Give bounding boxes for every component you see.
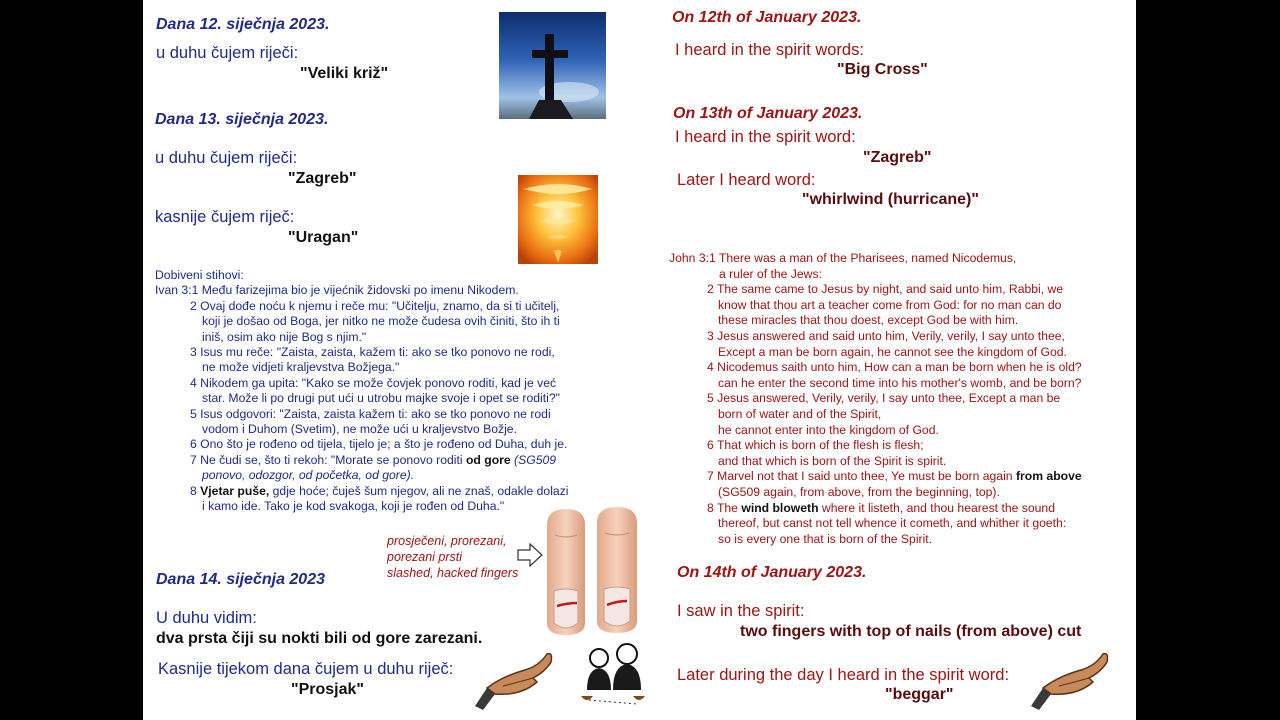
- verse-en: a ruler of the Jews:: [719, 266, 822, 281]
- word-en-13: "Zagreb": [863, 149, 932, 166]
- intro-en-13: I heard in the spirit word:: [675, 128, 856, 146]
- word-en-12: "Big Cross": [837, 61, 928, 78]
- verse-hr: ne može vidjeti kraljevstva Božjega.": [202, 360, 400, 375]
- caption-line: porezani prsti: [387, 550, 463, 564]
- date-hr-12: Dana 12. siječnja 2023.: [156, 16, 330, 33]
- verse-en: 6 That which is born of the flesh is flesh;: [707, 438, 924, 453]
- verse-en: [669, 501, 1082, 517]
- later-en-13: Later I heard word:: [677, 171, 816, 189]
- verse-hr: star. Može li po drugi put ući u utrobu majke svoje i opet se roditi?": [202, 391, 560, 406]
- later-hr-13: kasnije čujem riječ:: [155, 208, 295, 226]
- caption-line: slashed, hacked fingers: [387, 566, 519, 580]
- verse-hr: [155, 484, 569, 499]
- verse-hr: iniš, osim ako nije Bog s njim.": [202, 329, 367, 344]
- begging-hand-image: [473, 648, 555, 710]
- fingers-image: [541, 505, 645, 637]
- word2-hr-13: "Uragan": [288, 229, 359, 246]
- verses-hr: [155, 268, 569, 515]
- date-en-14: On 14th of January 2023.: [677, 564, 867, 581]
- verse-hr: 3 Isus mu reče: "Zaista, zaista, kažem ti: ako se tko ponovo ne rodi,: [190, 345, 555, 360]
- verse-en: so is every one that is born of the Spirit.: [718, 531, 933, 546]
- verse-en: 5 Jesus answered, Verily, verily, I say unto thee, Except a man be: [707, 391, 1061, 406]
- verse-en-text: 8 The: [707, 500, 742, 515]
- word-en-14: "beggar": [885, 686, 954, 703]
- verse-en: he cannot enter into the kingdom of God.: [718, 422, 939, 437]
- arrow-right-icon: [517, 543, 543, 572]
- whirlwind-image: [518, 175, 598, 264]
- caption-line: prosječeni, prorezani,: [387, 534, 507, 548]
- desc-en-14: two fingers with top of nails (from above) cut: [740, 623, 1082, 640]
- date-en-12: On 12th of January 2023.: [672, 9, 862, 26]
- verse-en: 2 The same came to Jesus by night, and said unto him, Rabbi, we: [707, 282, 1064, 297]
- word2-en-13: "whirlwind (hurricane)": [802, 191, 979, 208]
- verse-en: (SG509 again, from above, from the beginning, top).: [718, 484, 1000, 499]
- cross-image: [499, 12, 606, 119]
- later-en-14: Later during the day I heard in the spirit word:: [677, 666, 1010, 684]
- verse-en: thereof, but canst not tell whence it cometh, and whither it goeth:: [718, 516, 1067, 531]
- verse-hr: 2 Ovaj dođe noću k njemu i reče mu: "Učitelju, znamo, da si ti učitelj,: [190, 298, 560, 313]
- verse-hr: [155, 453, 569, 468]
- word-hr-13: "Zagreb": [288, 170, 357, 187]
- beggars-image: [579, 640, 647, 708]
- verse-hr-text: 7 Ne čudi se, što ti rekoh: "Morate se ponovo roditi: [190, 452, 466, 467]
- fingers-caption: [387, 533, 518, 581]
- verse-hr: 6 Ono što je rođeno od tijela, tijelo je; a što je rođeno od Duha, duh je.: [190, 437, 568, 452]
- verse-hr-bold: od gore: [465, 452, 511, 467]
- verse-en: [669, 469, 1082, 485]
- intro-hr-14: U duhu vidim:: [156, 609, 257, 627]
- verse-hr: koji je došao od Boga, jer nitko ne može čudesa ovih činiti, što ih ti: [202, 314, 560, 329]
- date-en-13: On 13th of January 2023.: [673, 105, 863, 122]
- verses-en: [669, 251, 1082, 547]
- verse-en: 3 Jesus answered and said unto him, Verily, verily, I say unto thee,: [707, 328, 1065, 343]
- later-hr-14: Kasnije tijekom dana čujem u duhu riječ:: [158, 660, 454, 678]
- page: [143, 0, 1136, 720]
- verse-hr-text: 8: [190, 483, 201, 498]
- desc-hr-14: dva prsta čiji su nokti bili od gore zarezani.: [156, 630, 483, 647]
- verse-en-bold: from above: [1015, 469, 1082, 484]
- verse-en: John 3:1 There was a man of the Pharisees, named Nicodemus,: [669, 251, 1017, 265]
- verse-hr: ponovo, odozgor, od početka, od gore).: [202, 468, 415, 483]
- verses-hr-heading: Dobiveni stihovi:: [155, 268, 244, 282]
- begging-hand-image: [1029, 648, 1111, 710]
- verse-en: 4 Nicodemus saith unto him, How can a man be born when he is old?: [707, 360, 1082, 375]
- verse-en: can he enter the second time into his mother's womb, and be born?: [718, 375, 1082, 390]
- intro-en-12: I heard in the spirit words:: [675, 41, 864, 59]
- verse-en-text: where it listeth, and thou hearest the sound: [818, 500, 1055, 515]
- verse-en: know that thou art a teacher come from God: for no man can do: [718, 297, 1062, 312]
- verse-hr-bold: Vjetar puše,: [200, 483, 270, 498]
- word-hr-12: "Veliki križ": [300, 65, 389, 82]
- intro-hr-12: u duhu čujem riječi:: [156, 44, 299, 62]
- verse-en: born of water and of the Spirit,: [718, 406, 882, 421]
- word-hr-14: "Prosjak": [291, 681, 364, 698]
- intro-en-14: I saw in the spirit:: [677, 602, 805, 620]
- date-hr-14: Dana 14. siječnja 2023: [156, 571, 325, 588]
- verse-hr: 4 Nikodem ga upita: "Kako se može čovjek ponovo roditi, kad je već: [190, 375, 557, 390]
- intro-hr-13: u duhu čujem riječi:: [155, 149, 298, 167]
- verse-en: Except a man be born again, he cannot see the kingdom of God.: [718, 344, 1067, 359]
- verse-en: these miracles that thou doest, except God be with him.: [718, 313, 1019, 328]
- verse-hr-italic: (SG509: [510, 452, 557, 467]
- verse-hr-text: gdje hoće; čuješ šum njegov, ali ne znaš, odakle dolazi: [269, 483, 569, 498]
- date-hr-13: Dana 13. siječnja 2023.: [155, 111, 329, 128]
- verse-hr: Ivan 3:1 Među farizejima bio je vijećnik židovski po imenu Nikodem.: [155, 283, 519, 298]
- verse-hr: i kamo ide. Tako je kod svakoga, koji je rođen od Duha.": [202, 499, 505, 514]
- verse-en-bold: wind bloweth: [741, 500, 819, 515]
- verse-hr: 5 Isus odgovori: "Zaista, zaista kažem ti: ako se tko ponovo ne rodi: [190, 406, 551, 421]
- verse-en-text: 7 Marvel not that I said unto thee, Ye must be born again: [707, 469, 1016, 484]
- verse-hr: vodom i Duhom (Svetim), ne može ući u kraljevstvo Božje.: [202, 422, 517, 437]
- verse-en: and that which is born of the Spirit is spirit.: [718, 453, 947, 468]
